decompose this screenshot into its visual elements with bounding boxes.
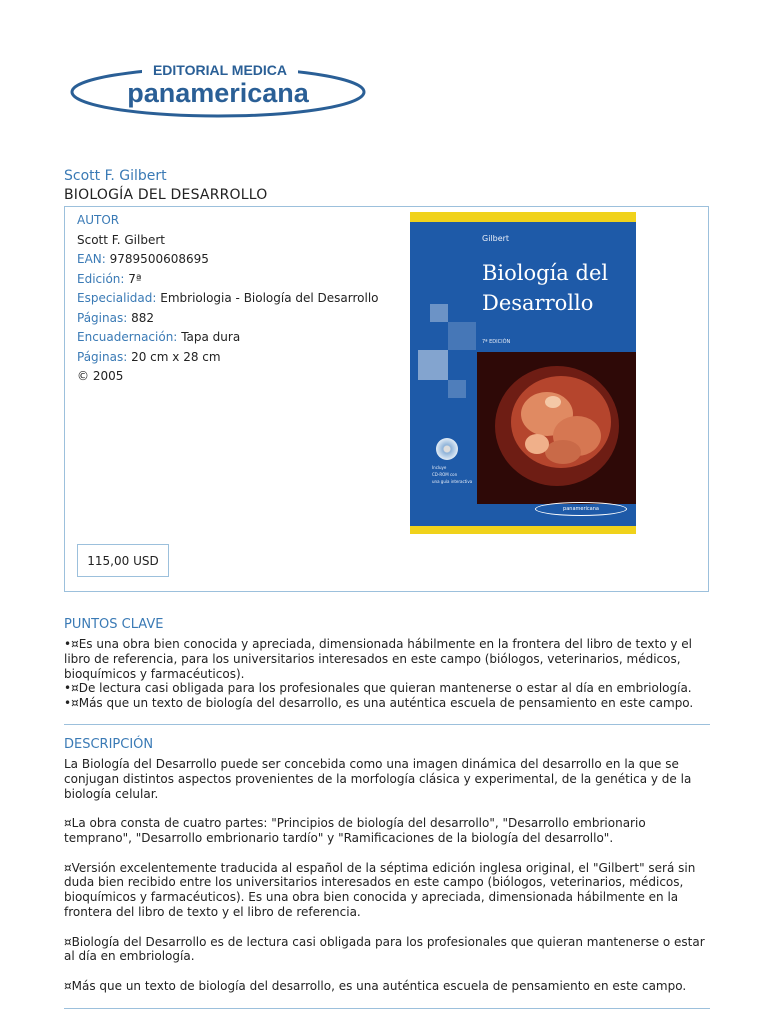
cover-title-line1: Biología del — [482, 261, 609, 285]
cover-title — [482, 258, 608, 318]
cover-square — [448, 322, 476, 350]
cover-author: Gilbert — [482, 234, 510, 243]
encuadernacion-label: Encuadernación: — [77, 330, 178, 344]
book-cover — [410, 212, 636, 534]
edicion-label: Edición: — [77, 271, 125, 286]
autor-label: AUTOR — [77, 213, 120, 227]
especialidad-value: Embriologia - Biología del Desarrollo — [160, 291, 379, 305]
list-item: •¤Más que un texto de biología del desarrollo, es una auténtica escuela de pensamiento en este campo. — [64, 696, 694, 711]
puntos-clave-title: PUNTOS CLAVE — [64, 617, 164, 632]
paginas-label: Páginas: — [77, 310, 128, 325]
logo-main-text: panamericana — [127, 78, 309, 108]
paragraph: ¤Biología del Desarrollo es de lectura casi obligada para los profesionales que quieran mantenerse o estar al día en embriología. — [64, 934, 705, 964]
cover-top-band — [410, 212, 636, 222]
section-divider — [64, 724, 710, 725]
cd-text-1: Incluye — [432, 465, 447, 470]
logo-top-text: EDITORIAL MEDICA — [152, 62, 288, 78]
puntos-clave-list — [64, 637, 712, 711]
ean-label: EAN: — [77, 252, 106, 266]
publisher-logo — [70, 60, 370, 120]
cover-square — [430, 304, 448, 322]
ean-value: 9789500608695 — [109, 252, 209, 266]
dimensiones-value: 20 cm x 28 cm — [131, 349, 221, 364]
embryo-image — [477, 352, 636, 504]
cover-publisher-logo: panamericana — [535, 502, 627, 516]
list-item: •¤De lectura casi obligada para los profesionales que quieran mantenerse o estar al día en embriología. — [64, 681, 692, 696]
cover-edition: 7ª EDICIÓN — [482, 339, 511, 345]
cd-rom-text — [432, 464, 472, 485]
paragraph: ¤La obra consta de cuatro partes: "Principios de biología del desarrollo", "Desarrollo embrionario temprano", "Desarrollo embrionario tardío" y "Ramificaciones de la biología del desarrollo". — [64, 816, 646, 845]
cover-square — [448, 380, 466, 398]
book-author-heading[interactable]: Scott F. Gilbert — [64, 168, 167, 184]
edicion-value: 7ª — [128, 271, 142, 286]
paragraph: ¤Versión excelentemente traducida al español de la séptima edición inglesa original, el "Gilbert" será sin duda bien recibido entre los universitarios interesados en este campo (biólogos, veterinarios, médicos, bioquímicos y farmacéuticos). Es una obra bien conocida y apreciada, dimensionada hábilmente en la frontera del libro de texto y el libro de referencia. — [64, 860, 696, 919]
dimensiones-label: Páginas: — [77, 349, 128, 364]
descripcion-title: DESCRIPCIÓN — [64, 737, 154, 752]
cd-rom-icon — [436, 438, 458, 460]
book-title-heading: BIOLOGÍA DEL DESARROLLO — [64, 187, 268, 203]
cover-bottom-band — [410, 526, 636, 534]
autor-value[interactable]: Scott F. Gilbert — [77, 232, 165, 247]
paragraph: La Biología del Desarrollo puede ser concebida como una imagen dinámica del desarrollo en la que se conjugan distintos aspectos provenientes de la morfología clásica y experimental, de la genética y de la biología celular. — [64, 757, 692, 801]
cd-text-2: CD-ROM con — [432, 472, 458, 477]
cd-text-3: una guía interactiva — [432, 479, 473, 484]
paginas-value: 882 — [131, 310, 154, 325]
especialidad-label: Especialidad: — [77, 291, 157, 305]
descripcion-text — [64, 757, 712, 994]
section-divider — [64, 1008, 710, 1009]
price-box: 115,00 USD — [77, 544, 169, 577]
encuadernacion-value: Tapa dura — [181, 330, 241, 344]
list-item: •¤Es una obra bien conocida y apreciada, dimensionada hábilmente en la frontera del libro de texto y el libro de referencia, para los universitarios interesados en este campo (biólogos, veterinarios, médicos, bioquímicos y farmacéuticos). — [64, 637, 692, 681]
cover-title-line2: Desarrollo — [482, 291, 594, 315]
book-fields — [77, 211, 379, 387]
cover-square — [418, 350, 448, 380]
copyright: © 2005 — [77, 369, 124, 383]
paragraph: ¤Más que un texto de biología del desarrollo, es una auténtica escuela de pensamiento en este campo. — [64, 978, 687, 993]
